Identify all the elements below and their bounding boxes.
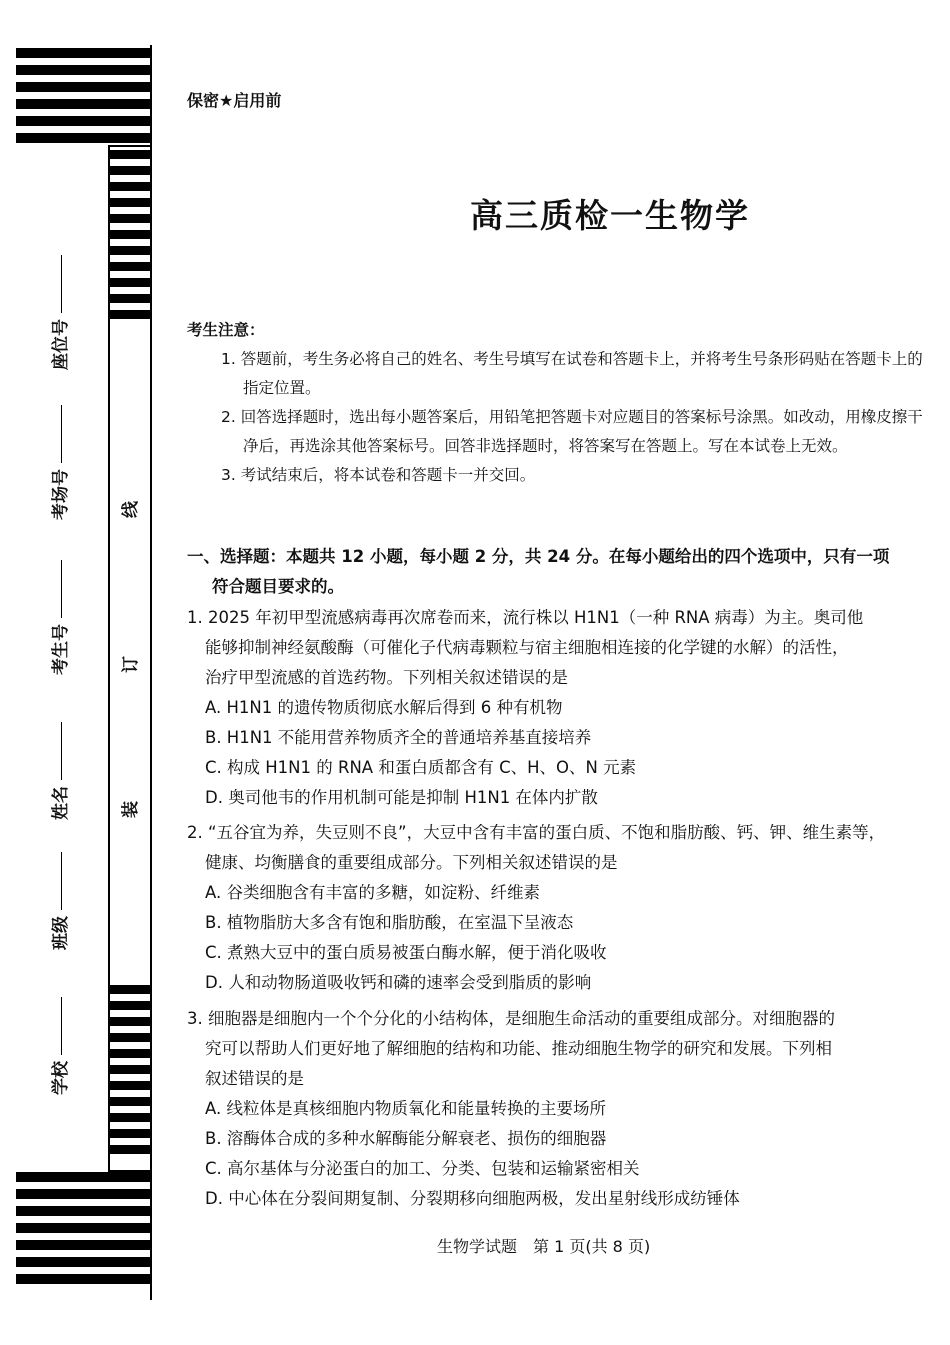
field-class: 班级 bbox=[46, 852, 71, 950]
confidential-label: 保密★启用前 bbox=[187, 91, 282, 110]
section-line: 一、选择题：本题共 12 小题，每小题 2 分，共 24 分。在每小题给出的四个选项中，只有一项 bbox=[187, 547, 890, 566]
page-footer: 生物学试题 第 1 页(共 8 页) bbox=[437, 1237, 651, 1256]
question-stem: 健康、均衡膳食的重要组成部分。下列相关叙述错误的是 bbox=[205, 853, 618, 872]
option-c: C. 构成 H1N1 的 RNA 和蛋白质都含有 C、H、O、N 元素 bbox=[205, 758, 637, 777]
option-a: A. H1N1 的遗传物质彻底水解后得到 6 种有机物 bbox=[205, 698, 563, 717]
bind-mark-line: 线 bbox=[121, 501, 141, 518]
question-stem: 叙述错误的是 bbox=[205, 1069, 304, 1088]
page-title: 高三质检一生物学 bbox=[470, 196, 750, 235]
option-d: D. 奥司他韦的作用机制可能是抑制 H1N1 在体内扩散 bbox=[205, 788, 598, 807]
barcode-top bbox=[16, 48, 152, 150]
question-stem: 究可以帮助人们更好地了解细胞的结构和功能、推动细胞生物学的研究和发展。下列相 bbox=[205, 1039, 832, 1058]
question-stem: 能够抑制神经氨酸酶（可催化子代病毒颗粒与宿主细胞相连接的化学键的水解）的活性， bbox=[205, 638, 849, 657]
notice-item: 2. 回答选择题时，选出每小题答案后，用铅笔把答题卡对应题目的答案标号涂黑。如改动，用橡皮擦干净后，再选涂其他答案标号。回答非选择题时，将答案写在答题上。写在本试卷上无效。 bbox=[221, 408, 923, 455]
notice-heading: 考生注意： bbox=[187, 321, 265, 339]
barcode-bottom bbox=[16, 1172, 152, 1291]
bind-mark-staple: 订 bbox=[121, 656, 141, 673]
option-d: D. 中心体在分裂间期复制、分裂期移向细胞两极，发出星射线形成纺锤体 bbox=[205, 1189, 740, 1208]
notice-item: 1. 答题前，考生务必将自己的姓名、考生号填写在试卷和答题卡上，并将考生号条形码贴在答题卡上的指定位置。 bbox=[221, 350, 923, 397]
section-heading bbox=[187, 542, 927, 602]
question-1 bbox=[187, 603, 927, 813]
exam-notice bbox=[187, 316, 927, 490]
question-stem: 2. “五谷宜为养，失豆则不良”，大豆中含有丰富的蛋白质、不饱和脂肪酸、钙、钾、维生素等， bbox=[187, 823, 886, 842]
field-room: 考场号 bbox=[46, 405, 71, 520]
field-name: 姓名 bbox=[46, 722, 71, 820]
binding-line bbox=[150, 45, 152, 1300]
field-school: 学校 bbox=[46, 997, 71, 1095]
notice-item: 3. 考试结束后，将本试卷和答题卡一并交回。 bbox=[221, 466, 536, 484]
option-c: C. 高尔基体与分泌蛋白的加工、分类、包装和运输紧密相关 bbox=[205, 1159, 640, 1178]
option-d: D. 人和动物肠道吸收钙和磷的速率会受到脂质的影响 bbox=[205, 973, 592, 992]
field-examinee-id: 考生号 bbox=[46, 560, 71, 675]
option-b: B. H1N1 不能用营养物质齐全的普通培养基直接培养 bbox=[205, 728, 592, 747]
option-a: A. 线粒体是真核细胞内物质氧化和能量转换的主要场所 bbox=[205, 1099, 606, 1118]
option-c: C. 煮熟大豆中的蛋白质易被蛋白酶水解，便于消化吸收 bbox=[205, 943, 607, 962]
question-2 bbox=[187, 818, 927, 998]
question-3 bbox=[187, 1004, 927, 1214]
section-line: 符合题目要求的。 bbox=[212, 577, 344, 596]
stripes-lower bbox=[110, 985, 150, 1161]
question-stem: 3. 细胞器是细胞内一个个分化的小结构体，是细胞生命活动的重要组成部分。对细胞器的 bbox=[187, 1009, 835, 1028]
bind-mark-bind: 装 bbox=[121, 801, 141, 818]
question-stem: 治疗甲型流感的首选药物。下列相关叙述错误的是 bbox=[205, 668, 568, 687]
field-seat: 座位号 bbox=[46, 255, 71, 370]
option-a: A. 谷类细胞含有丰富的多糖，如淀粉、纤维素 bbox=[205, 883, 540, 902]
option-b: B. 溶酶体合成的多种水解酶能分解衰老、损伤的细胞器 bbox=[205, 1129, 607, 1148]
question-stem: 1. 2025 年初甲型流感病毒再次席卷而来，流行株以 H1N1（一种 RNA 病毒）为主。奥司他 bbox=[187, 608, 864, 627]
stripes-upper bbox=[110, 150, 150, 326]
option-b: B. 植物脂肪大多含有饱和脂肪酸，在室温下呈液态 bbox=[205, 913, 574, 932]
